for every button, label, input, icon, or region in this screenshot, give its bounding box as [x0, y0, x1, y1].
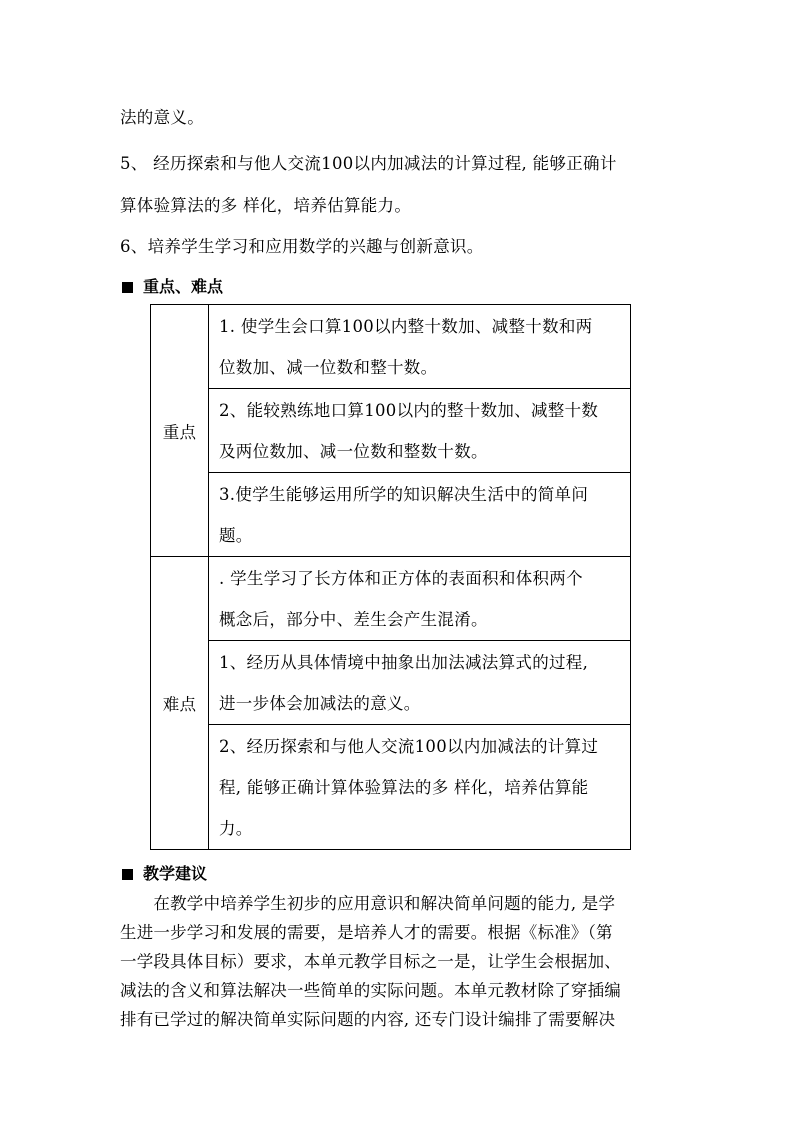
intro-line-3: 算体验算法的多 样化，培养估算能力。 — [120, 196, 412, 215]
cell-line: 及两位数加、减一位数和整数十数。 — [219, 441, 488, 461]
square-bullet-icon — [122, 869, 133, 880]
cell-line: 题。 — [219, 525, 253, 545]
difficult-item-cell — [209, 641, 631, 725]
table-row — [151, 641, 631, 725]
intro-line-2: 5、 经历探索和与他人交流100以内加减法的计算过程, 能够正确计 — [120, 154, 617, 173]
cell-line: 概念后，部分中、差生会产生混淆。 — [219, 609, 488, 629]
cell-line: 1. 使学生会口算100以内整十数加、减整十数和两 — [219, 316, 593, 336]
cell-line: 位数加、减一位数和整十数。 — [219, 357, 438, 377]
table-row — [151, 389, 631, 473]
section-title: 重点、难点 — [143, 277, 224, 296]
cell-line: 力。 — [219, 818, 253, 838]
key-item-cell — [209, 389, 631, 473]
table-row — [151, 305, 631, 389]
key-points-table — [150, 304, 631, 850]
key-item-cell — [209, 473, 631, 557]
cell-line: 3.使学生能够运用所学的知识解决生活中的简单问 — [219, 484, 589, 504]
intro-line-4: 6、培养学生学习和应用数学的兴趣与创新意识。 — [120, 237, 484, 256]
section-heading-key-points — [122, 274, 223, 297]
difficult-label: 难点 — [162, 695, 197, 714]
cell-line: . 学生学习了长方体和正方体的表面积和体积两个 — [219, 568, 583, 588]
intro-line-1: 法的意义。 — [120, 108, 204, 127]
key-item-cell — [209, 305, 631, 389]
cell-line: 1、经历从具体情境中抽象出加法减法算式的过程, — [219, 652, 589, 672]
paragraph-line: 一学段具体目标）要求，本单元教学目标之一是，让学生会根据加、 — [120, 952, 621, 971]
cell-line: 进一步体会加减法的意义。 — [219, 693, 421, 713]
paragraph-line: 生进一步学习和发展的需要，是培养人才的需要。根据《标准》（第 — [120, 923, 613, 942]
table-row — [151, 557, 631, 641]
cell-line: 2、能较熟练地口算100以内的整十数加、减整十数 — [219, 400, 599, 420]
difficult-item-cell — [209, 725, 631, 850]
difficult-label-cell — [151, 557, 209, 850]
key-label-cell — [151, 305, 209, 557]
section-title: 教学建议 — [143, 864, 208, 883]
cell-line: 程, 能够正确计算体验算法的多 样化，培养估算能 — [219, 777, 589, 797]
cell-line: 2、经历探索和与他人交流100以内加减法的计算过 — [219, 736, 599, 756]
paragraph-line: 减法的含义和算法解决一些简单的实际问题。本单元教材除了穿插编 — [120, 981, 621, 1000]
section-heading-teaching-advice — [122, 861, 207, 884]
paragraph-line: 排有已学过的解决简单实际问题的内容, 还专门设计编排了需要解决 — [120, 1010, 616, 1029]
table-row — [151, 725, 631, 850]
teaching-advice-paragraph — [120, 889, 680, 1034]
key-label: 重点 — [162, 422, 197, 442]
paragraph-line: 在教学中培养学生初步的应用意识和解决简单问题的能力, 是学 — [120, 894, 616, 913]
square-bullet-icon — [122, 282, 133, 293]
difficult-item-cell — [209, 557, 631, 641]
table-row — [151, 473, 631, 557]
